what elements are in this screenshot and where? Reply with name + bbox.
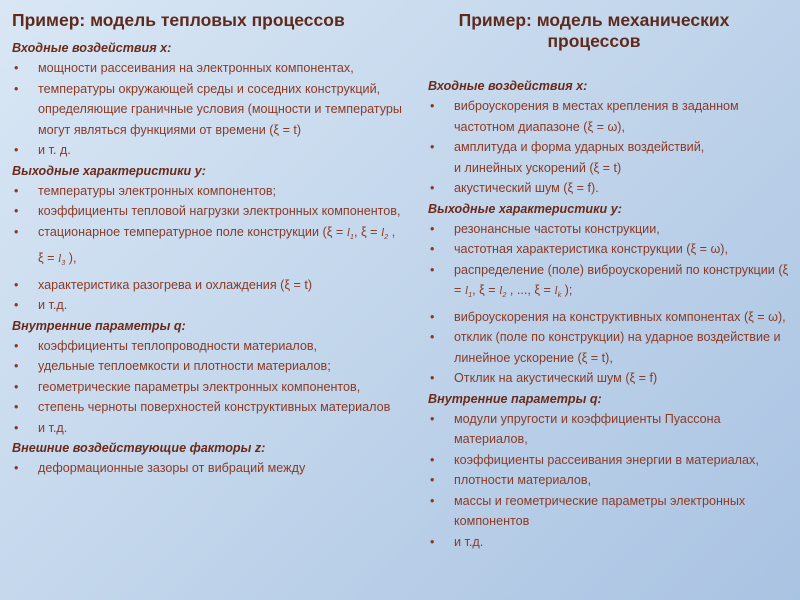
- separator: , ξ =: [38, 224, 396, 265]
- list-item: • температуры окружающей среды и соседних конструкций, определяющие граничные условия (мощности и температуры могут являться функциями от времени (ξ = t): [12, 79, 404, 141]
- list-item: • температуры электронных компонентов;: [12, 181, 404, 202]
- left-outputs-heading: Выходные характеристики y:: [12, 163, 206, 178]
- left-external-heading: Внешние воздействующие факторы z:: [12, 441, 266, 455]
- left-external-list: [12, 458, 404, 479]
- list-item: [428, 260, 794, 307]
- list-item: • частотная характеристика конструкции (ξ = ω),: [428, 239, 794, 260]
- list-item-end: );: [561, 283, 573, 297]
- right-outputs-heading: Выходные характеристики y:: [428, 201, 622, 216]
- list-item-end: ),: [65, 251, 77, 265]
- list-item: • модули упругости и коэффициенты Пуассона материалов,: [428, 409, 794, 450]
- symbol-l: l: [380, 224, 385, 239]
- list-item: • коэффициенты рассеивания энергии в материалах,: [428, 450, 794, 471]
- list-item: [12, 222, 404, 275]
- list-item-text: распределение (поле) виброускорений по конструкции (ξ =: [454, 262, 789, 297]
- symbol-l: l: [58, 251, 62, 265]
- separator: , ..., ξ =: [506, 283, 555, 297]
- left-title: Пример: модель тепловых процессов: [12, 10, 345, 30]
- symbol-l: l: [346, 224, 351, 239]
- list-item: • степень черноты поверхностей конструктивных материалов: [12, 397, 404, 418]
- list-item: • виброускорения в местах крепления в заданном частотном диапазоне (ξ = ω),: [428, 96, 794, 137]
- list-item: • мощности рассеивания на электронных компонентах,: [12, 58, 404, 79]
- right-title: Пример: модель механических процессов: [458, 10, 730, 51]
- left-inputs-list: [12, 58, 404, 161]
- right-inputs-heading: Входные воздействия x:: [428, 79, 588, 93]
- list-item: • и т.д.: [12, 418, 404, 439]
- right-params-heading: Внутренние параметры q:: [428, 391, 602, 406]
- list-item: • удельные теплоемкости и плотности материалов;: [12, 356, 404, 377]
- symbol-l: l: [499, 283, 503, 297]
- list-item: [428, 137, 794, 178]
- list-item: • акустический шум (ξ = f).: [428, 178, 794, 199]
- list-item: • геометрические параметры электронных компонентов,: [12, 377, 404, 398]
- list-item: • плотности материалов,: [428, 470, 794, 491]
- subscript: 2: [502, 292, 507, 299]
- separator: , ξ =: [472, 283, 500, 297]
- left-params-heading: Внутренние параметры q:: [12, 318, 186, 333]
- left-inputs-heading: Входные воздействия x:: [12, 41, 172, 55]
- list-item: • массы и геометрические параметры электронных компонентов: [428, 491, 794, 532]
- list-item: • коэффициенты тепловой нагрузки электронных компонентов,: [12, 201, 404, 222]
- symbol-l: l: [554, 283, 558, 297]
- subscript: k: [557, 292, 562, 299]
- left-column: [12, 0, 404, 479]
- list-item: • коэффициенты теплопроводности материалов,: [12, 336, 404, 357]
- left-outputs-list: [12, 181, 404, 316]
- list-item: • резонансные частоты конструкции,: [428, 219, 794, 240]
- list-item: • деформационные зазоры от вибраций между: [12, 458, 404, 479]
- left-params-list: [12, 336, 404, 439]
- list-item-text: и линейных ускорений (ξ = t): [454, 160, 622, 175]
- list-item: • характеристика разогрева и охлаждения (ξ = t): [12, 275, 404, 296]
- symbol-l: l: [464, 283, 469, 297]
- right-inputs-list: [428, 96, 794, 199]
- list-item: • и т.д.: [12, 295, 404, 316]
- list-item: • и т.д.: [428, 532, 794, 553]
- right-column: [428, 0, 794, 552]
- list-item-text: стационарное температурное поле конструкции (ξ =: [38, 224, 347, 239]
- right-outputs-list: [428, 219, 794, 389]
- list-item: • виброускорения на конструктивных компонентах (ξ = ω),: [428, 307, 794, 328]
- separator: , ξ =: [353, 224, 381, 239]
- subscript: 2: [384, 233, 389, 241]
- list-item-text: амплитуда и форма ударных воздействий,: [454, 140, 705, 154]
- right-params-list: [428, 409, 794, 553]
- list-item: • и т. д.: [12, 140, 404, 161]
- subscript: 3: [61, 260, 66, 267]
- list-item: • Отклик на акустический шум (ξ = f): [428, 368, 794, 389]
- subscript: 1: [350, 233, 354, 241]
- list-item: • отклик (поле по конструкции) на ударное воздействие и линейное ускорение (ξ = t),: [428, 327, 794, 368]
- subscript: 1: [468, 292, 473, 299]
